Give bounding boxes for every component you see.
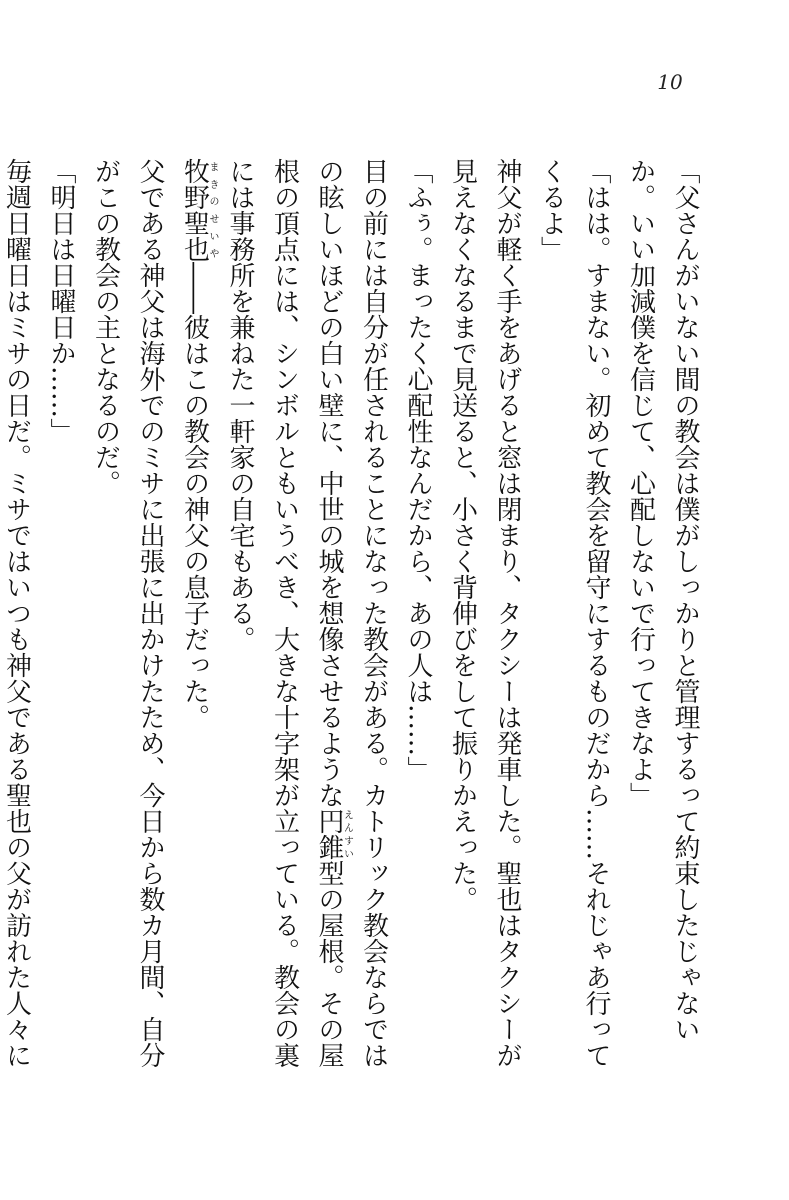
- paragraph: 「はは。すまない。初めて教会を留守にするものだから……それじゃあ行ってくるよ」: [536, 158, 611, 1068]
- ruby-surname: [179, 158, 218, 210]
- given-name: 聖也: [179, 210, 210, 262]
- ruby-ensui: 円錐えんすい: [314, 808, 353, 860]
- name-line-rest: ――彼はこの教会の神父の息子だった。: [179, 262, 210, 730]
- surname: 牧野: [179, 158, 210, 210]
- ruby-given-name: [179, 210, 218, 262]
- paragraph: 「明日は日曜日か……」: [46, 158, 76, 444]
- ensui-reading: えんすい: [341, 808, 353, 860]
- given-name-reading: せいや: [207, 210, 218, 262]
- page-number: 10: [657, 70, 683, 94]
- paragraph: 目の前には自分が任されることになった教会がある。カトリック教会ならではの眩しいほどの白い壁に、中世の城を想像させるような円錐えんすい型の屋根。その屋根の頂点には、シンボルともいうべき、大きな十字架が立っている。教会の裏には事務所を兼ねた一軒家の自宅もある。: [225, 158, 389, 1068]
- surname-reading: まきの: [207, 158, 218, 210]
- paragraph: 父である神父は海外でのミサに出張に出かけたため、今日から数カ月間、自分がこの教会の主となるのだ。: [90, 158, 165, 1068]
- paragraph-name-intro: [172, 158, 218, 1088]
- paragraph: 毎週日曜日はミサの日だ。ミサではいつも神父である聖也の父が訪れた人々に: [1, 158, 32, 1068]
- vertical-text-body: [1, 158, 707, 1088]
- paragraph: 「父さんがいない間の教会は僕がしっかりと管理するって約束したじゃないか。いい加減僕を信じて、心配しないで行ってきなよ」: [625, 158, 700, 1042]
- paragraph: 神父が軽く手をあげると窓は閉まり、タクシーは発車した。聖也はタクシーが見えなくなるまで見送ると、小さく背伸びをして振りかえった。: [447, 158, 522, 1068]
- paragraph: 「ふぅ。まったく心配性なんだから、あの人は……」: [403, 158, 433, 782]
